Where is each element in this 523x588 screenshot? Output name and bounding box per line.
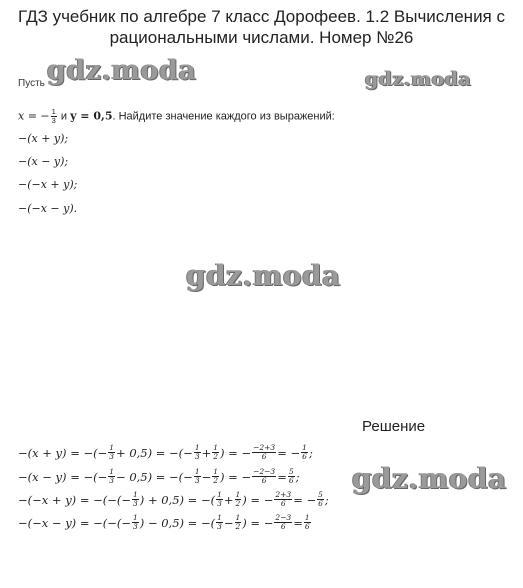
fraction: $\frac{1}{3}$ bbox=[194, 443, 200, 461]
expression-item: −(x + y); bbox=[18, 132, 69, 145]
fraction: $\frac{2-3}{6}$ bbox=[275, 513, 292, 531]
fraction: $\frac{1}{3}$ bbox=[133, 490, 138, 508]
fraction: $\frac{2+3}{6}$ bbox=[275, 490, 292, 508]
task-y-def: y = 0,5 bbox=[70, 109, 113, 123]
fraction: $\frac{1}{3}$ bbox=[109, 467, 115, 485]
solution-line: −(−x + y) = −(−(− $\frac{1}{3}$ ) + 0,5) = −( $\frac{1}{3}$ + $\frac{1}{2}$ ) = − $\frac{2+3}{6}$ = − $\frac{5}{6}$ ; bbox=[18, 490, 329, 508]
task-text: . Найдите значение каждого из выражений: bbox=[112, 110, 335, 123]
expression-item: −(−x − y). bbox=[18, 202, 78, 215]
task-and: и bbox=[57, 110, 71, 123]
expression-item: −(x − y); bbox=[18, 155, 69, 168]
fraction: $\frac{1}{3}$ bbox=[51, 107, 56, 125]
title-line-1: ГДЗ учебник по алгебре 7 класс Дорофеев. 1.2 Вычисления с bbox=[18, 7, 505, 26]
task-x-def: x = − bbox=[18, 109, 50, 123]
fraction: $\frac{1}{3}$ bbox=[109, 443, 115, 461]
fraction: $\frac{-2+3}{6}$ bbox=[253, 443, 276, 461]
watermark-logo: gdz.moda bbox=[352, 462, 507, 495]
fraction: $\frac{1}{3}$ bbox=[217, 490, 222, 508]
fraction: $\frac{1}{6}$ bbox=[304, 513, 310, 531]
pusty-label: Пусть bbox=[18, 78, 45, 89]
fraction: $\frac{1}{2}$ bbox=[213, 443, 219, 461]
fraction: $\frac{1}{3}$ bbox=[133, 513, 138, 531]
page-title bbox=[0, 6, 523, 48]
watermark-logo: gdz.moda bbox=[365, 68, 472, 90]
fraction: $\frac{5}{6}$ bbox=[318, 490, 323, 508]
fraction: $\frac{1}{3}$ bbox=[217, 513, 222, 531]
fraction: $\frac{1}{6}$ bbox=[302, 443, 307, 461]
solution-line: −(−x − y) = −(−(− $\frac{1}{3}$ ) − 0,5) = −( $\frac{1}{3}$ − $\frac{1}{2}$ ) = − $\frac{2-3}{6}$ = $\frac{1}{6}$ bbox=[18, 513, 310, 531]
fraction: $\frac{1}{3}$ bbox=[194, 467, 200, 485]
solution-line: −(x + y) = −(− $\frac{1}{3}$ + 0,5) = −(− $\frac{1}{3}$ + $\frac{1}{2}$ ) = − $\frac{-2+3}{6}$ = − $\frac{1}{6}$ ; bbox=[18, 443, 313, 461]
fraction: $\frac{1}{2}$ bbox=[213, 467, 219, 485]
fraction: $\frac{1}{2}$ bbox=[235, 490, 241, 508]
fraction: $\frac{1}{2}$ bbox=[235, 513, 241, 531]
title-line-2: рациональными числами. Номер №26 bbox=[109, 28, 414, 47]
watermark-logo: gdz.moda bbox=[47, 55, 197, 86]
solution-heading: Решение bbox=[362, 418, 426, 435]
task-statement bbox=[18, 108, 335, 125]
fraction: $\frac{-2-3}{6}$ bbox=[253, 467, 276, 485]
expression-item: −(−x + y); bbox=[18, 178, 78, 191]
solution-line: −(x − y) = −(− $\frac{1}{3}$ − 0,5) = −(− $\frac{1}{3}$ − $\frac{1}{2}$ ) = − $\frac{-2-3}{6}$ = $\frac{5}{6}$ ; bbox=[18, 467, 300, 485]
fraction: $\frac{5}{6}$ bbox=[288, 467, 294, 485]
watermark-logo: gdz.moda bbox=[186, 259, 341, 292]
